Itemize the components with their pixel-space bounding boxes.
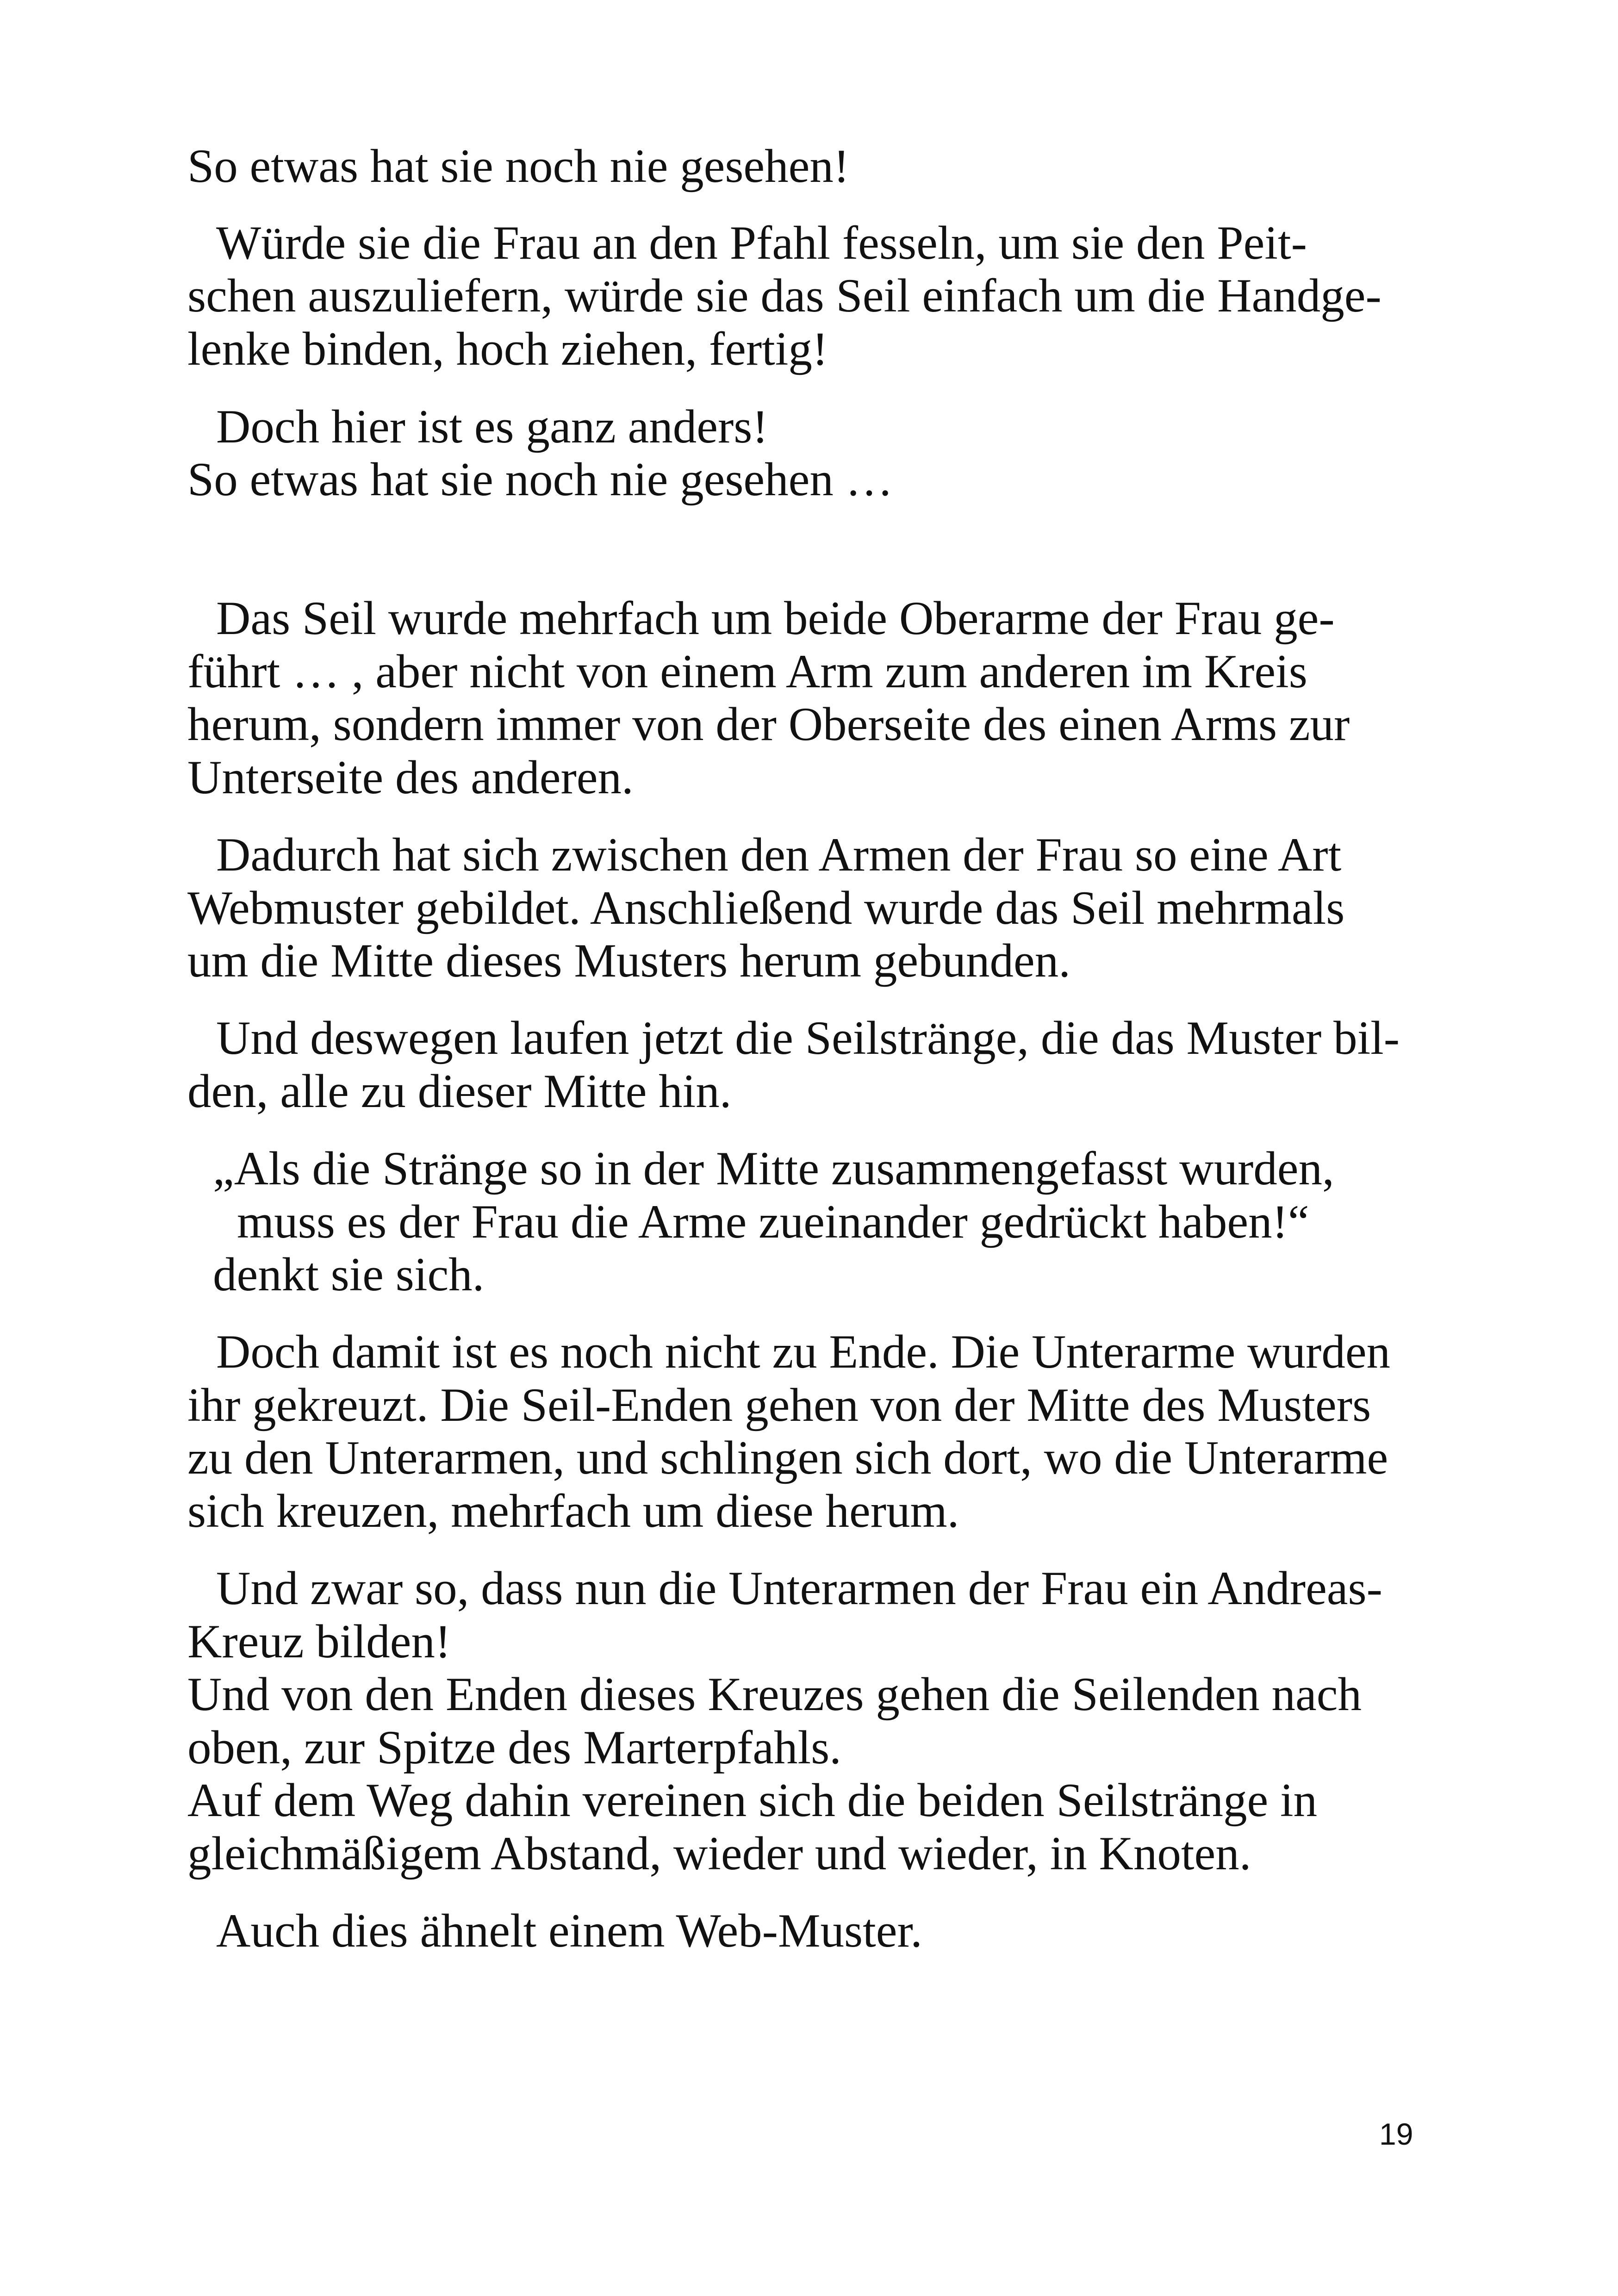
page-number: 19: [1379, 2117, 1413, 2151]
text-line: Webmuster gebildet. Anschließend wurde das Seil mehrmals: [187, 882, 1345, 934]
text-line: Auch dies ähnelt einem Web-Muster.: [216, 1904, 922, 1957]
text-line: Das Seil wurde mehrfach um beide Oberarme der Frau ge-: [216, 592, 1335, 645]
text-line: Und deswegen laufen jetzt die Seilstränge, die das Muster bil-: [216, 1012, 1400, 1064]
text-line: muss es der Frau die Arme zueinander gedrückt haben!“: [237, 1195, 1309, 1248]
text-line: ihr gekreuzt. Die Seil-Enden gehen von der Mitte des Musters: [187, 1379, 1371, 1431]
text-line: „Als die Stränge so in der Mitte zusammengefasst wurden,: [213, 1142, 1334, 1195]
text-line: führt … , aber nicht von einem Arm zum anderen im Kreis: [187, 645, 1307, 698]
text-line: So etwas hat sie noch nie gesehen!: [187, 140, 850, 193]
text-line: Auf dem Weg dahin vereinen sich die beiden Seilstränge in: [187, 1774, 1318, 1827]
text-line: um die Mitte dieses Musters herum gebunden.: [187, 934, 1071, 987]
text-line: gleichmäßigem Abstand, wieder und wieder, in Knoten.: [187, 1827, 1251, 1880]
text-line: Und von den Enden dieses Kreuzes gehen die Seilenden nach: [187, 1668, 1362, 1721]
text-line: sich kreuzen, mehrfach um diese herum.: [187, 1485, 959, 1537]
text-line: Kreuz bilden!: [187, 1615, 451, 1668]
text-line: Unterseite des anderen.: [187, 751, 634, 804]
text-line: So etwas hat sie noch nie gesehen …: [187, 453, 893, 506]
text-line: den, alle zu dieser Mitte hin.: [187, 1065, 732, 1118]
text-line: Und zwar so, dass nun die Unterarmen der Frau ein Andreas-: [216, 1562, 1382, 1615]
text-line: Doch hier ist es ganz anders!: [216, 400, 768, 453]
text-line: Doch damit ist es noch nicht zu Ende. Die Unterarme wurden: [216, 1325, 1391, 1378]
text-line: oben, zur Spitze des Marterpfahls.: [187, 1721, 841, 1774]
text-line: herum, sondern immer von der Oberseite des einen Arms zur: [187, 698, 1350, 751]
text-line: schen auszuliefern, würde sie das Seil einfach um die Handge-: [187, 269, 1382, 322]
text-line: Würde sie die Frau an den Pfahl fesseln, um sie den Peit-: [216, 217, 1307, 269]
text-line: lenke binden, hoch ziehen, fertig!: [187, 323, 828, 375]
text-line: denkt sie sich.: [213, 1248, 485, 1301]
text-line: Dadurch hat sich zwischen den Armen der Frau so eine Art: [216, 828, 1342, 881]
text-line: zu den Unterarmen, und schlingen sich dort, wo die Unterarme: [187, 1431, 1388, 1484]
